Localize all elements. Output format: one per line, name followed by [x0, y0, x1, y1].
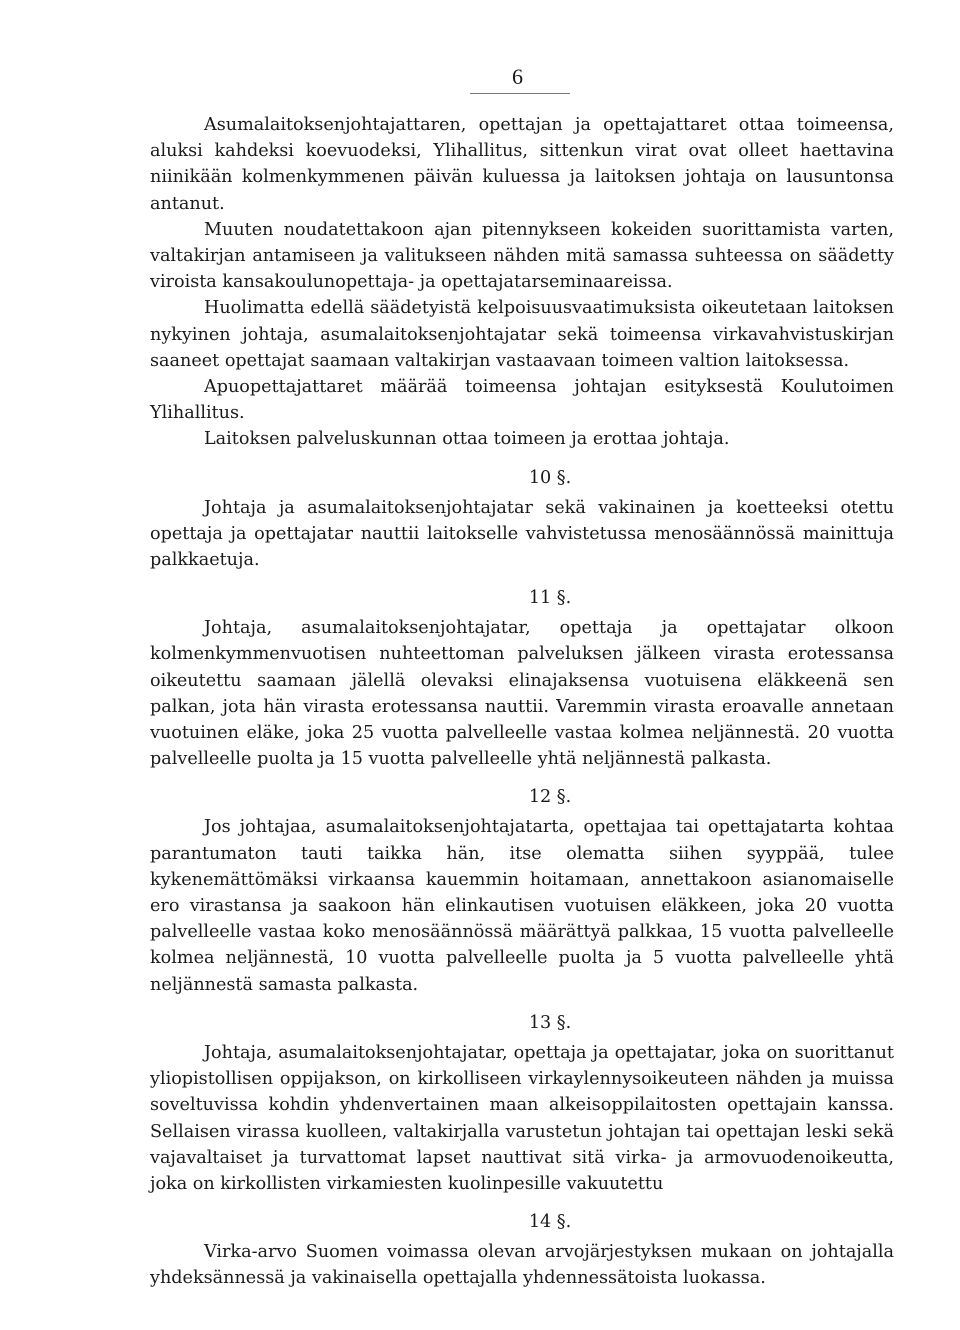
- paragraph: Laitoksen palveluskunnan ottaa toimeen ja erottaa johtaja.: [204, 429, 730, 450]
- paragraph: Asumalaitoksenjohtajattaren, opettajan ja opettajattaret ottaa toimeensa, aluksi kahdeksi koevuodeksi, Ylihallitus, sittenkun virat ovat olleet haettavina niinikään kolmenkymmenen päivän kuluessa ja laitoksen johtaja on lausuntonsa antanut.: [150, 115, 894, 214]
- section-heading: 10 §.: [528, 467, 572, 488]
- paragraph: Huolimatta edellä säädetyistä kelpoisuusvaatimuksista oikeutetaan laitoksen nykyinen johtaja, asumalaitoksenjohtajatar sekä toimeensa virkavahvistuskirjan saaneet opettajat saamaan valtakirjan vastaavaan toimeen valtion laitoksessa.: [150, 298, 894, 371]
- section-heading: 11 §.: [528, 588, 572, 609]
- paragraph: Muuten noudatettakoon ajan pitennykseen kokeiden suorittamista varten, valtakirjan antamiseen ja valitukseen nähden mitä samassa suhteessa on säädetty viroista kansakoulunopettaja- ja opettajatarseminaareissa.: [150, 219, 894, 293]
- page-number: 6: [512, 64, 524, 89]
- paragraph: Apuopettajattaret määrää toimeensa johtajan esityksestä Koulutoimen Ylihallitus.: [150, 377, 894, 424]
- paragraph: Jos johtajaa, asumalaitoksenjohtajatarta, opettajaa tai opettajatarta kohtaa parantumaton tauti taikka hän, itse olematta siihen syyppää, tulee kykenemättömäksi virkaansa kauemmin hoitamaan, annettakoon asianomaiselle ero virastansa ja saakoon hän elinkautisen vuotuisen eläkkeen, joka 20 vuotta palvelleelle vastaa koko menosäännössä määrättyä palkkaa, 15 vuotta palvelleelle kolmea neljännestä, 10 vuotta palvelleelle puolta ja 5 vuotta palvelleelle yhtä neljännestä samasta palkasta.: [150, 817, 894, 995]
- section-heading: 12 §.: [528, 787, 572, 808]
- header-rule: [470, 93, 570, 94]
- document-body: [150, 112, 894, 1292]
- paragraph: Virka-arvo Suomen voimassa olevan arvojärjestyksen mukaan on johtajalla yhdeksännessä ja vakinaisella opettajalla yhdennessätoista luokassa.: [150, 1242, 894, 1289]
- paragraph: Johtaja, asumalaitoksenjohtajatar, opettaja ja opettajatar olkoon kolmenkymmenvuotisen nuhteettoman palveluksen jälkeen virasta erotessansa oikeutettu saamaan jälellä olevaksi elinajaksensa vuotuisena eläkkeenä sen palkan, jota hän virasta erotessansa nauttii. Varemmin virasta eroavalle annetaan vuotuinen eläke, joka 25 vuotta palvelleelle vastaa kolmea neljännestä. 20 vuotta palvelleelle puolta ja 15 vuotta palvelleelle yhtä neljännestä palkasta.: [150, 618, 894, 770]
- section-heading: 13 §.: [528, 1012, 572, 1033]
- paragraph: Johtaja ja asumalaitoksenjohtajatar sekä vakinainen ja koetteeksi otettu opettaja ja opettajatar nauttii laitokselle vahvistetussa menosäännössä mainittuja palkkaetuja.: [150, 497, 894, 571]
- paragraph: Johtaja, asumalaitoksenjohtajatar, opettaja ja opettajatar, joka on suorittanut yliopistollisen oppijakson, on kirkolliseen virkaylennysoikeuteen nähden ja muissa soveltuvissa kohdin yhdenvertainen maan alkeisoppilaitosten opettajain kanssa. Sellaisen virassa kuolleen, valtakirjalla varustetun johtajan tai opettajan leski sekä vajavaltaiset ja turvattomat lapset nauttivat sitä virka- ja armovuodenoikeutta, joka on kirkollisten virkamiesten kuolinpesille vakuutettu: [150, 1042, 894, 1194]
- section-heading: 14 §.: [528, 1212, 572, 1233]
